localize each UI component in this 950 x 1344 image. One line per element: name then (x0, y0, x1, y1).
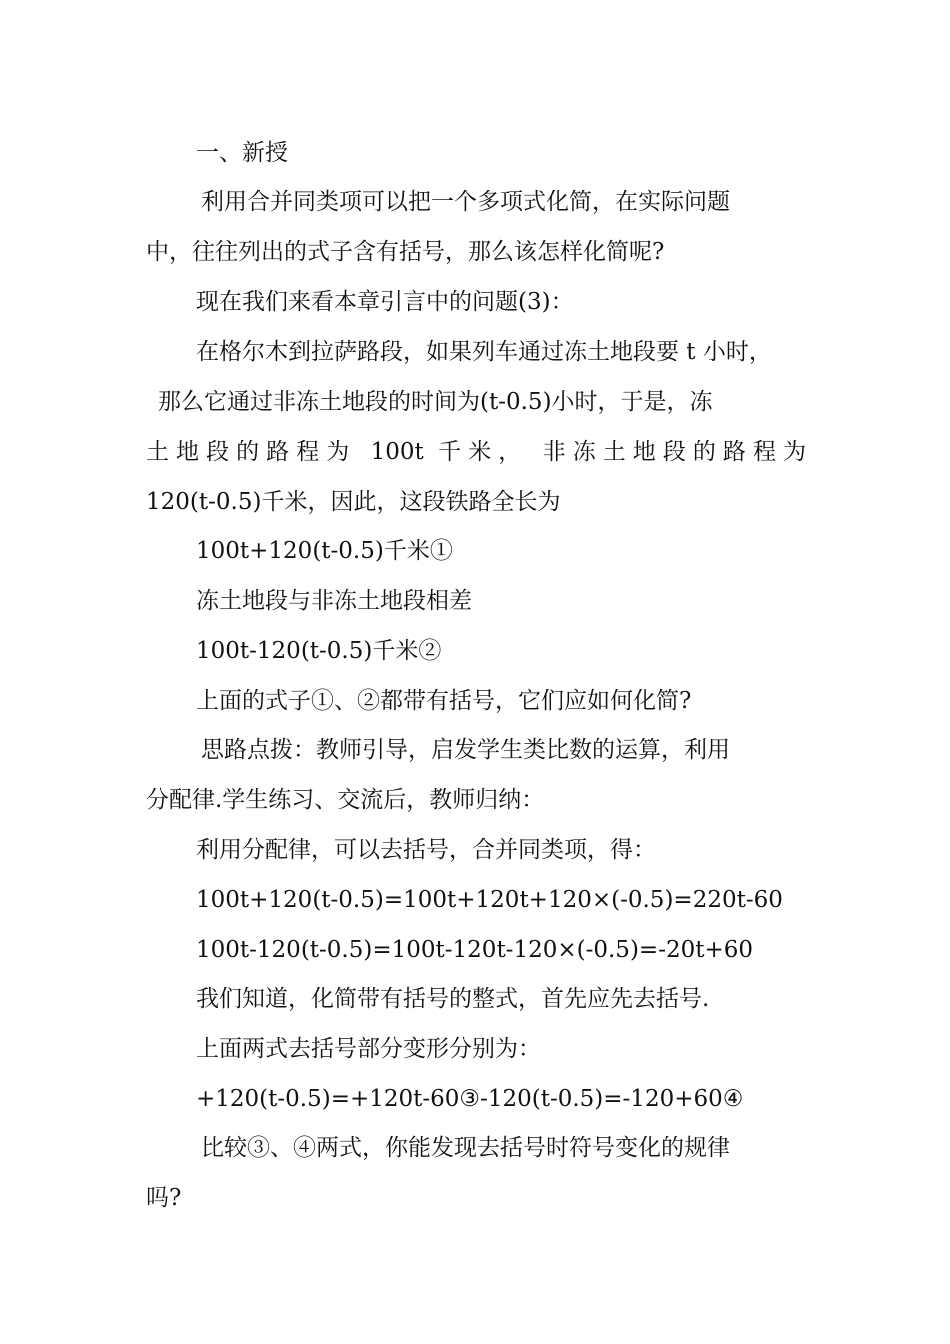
paragraph-line: 上面两式去括号部分变形分别为： (196, 1036, 541, 1062)
paragraph-line: 现在我们来看本章引言中的问题(3)： (196, 289, 574, 315)
formula-line: 100t-120(t-0.5)千米② (196, 638, 442, 664)
paragraph-line: 土地段的路程为 100t 千米， 非冻土地段的路程为 (146, 439, 806, 465)
paragraph-line: 在格尔木到拉萨路段，如果列车通过冻土地段要 t 小时， (196, 339, 772, 365)
paragraph-line: 比较③、④两式，你能发现去括号时符号变化的规律 (201, 1135, 730, 1161)
paragraph-line: 吗? (146, 1185, 182, 1211)
formula-line: 100t-120(t-0.5)=100t-120t-120×(-0.5)=-20t+60 (196, 937, 754, 963)
formula-line: +120(t-0.5)=+120t-60③-120(t-0.5)=-120+60④ (196, 1086, 744, 1112)
paragraph-line: 120(t-0.5)千米，因此，这段铁路全长为 (146, 489, 561, 515)
paragraph-line: 冻土地段与非冻土地段相差 (196, 588, 472, 614)
paragraph-line: 思路点拨：教师引导，启发学生类比数的运算，利用 (201, 737, 730, 763)
paragraph-line: 那么它通过非冻土地段的时间为(t-0.5)小时，于是，冻 (158, 389, 713, 415)
paragraph-line: 上面的式子①、②都带有括号，它们应如何化简? (196, 688, 692, 714)
formula-line: 100t+120(t-0.5)=100t+120t+120×(-0.5)=220t-60 (196, 887, 783, 913)
paragraph-line: 分配律.学生练习、交流后，教师归纳： (146, 787, 545, 813)
section-heading: 一、新授 (196, 140, 288, 166)
paragraph-line: 我们知道，化简带有括号的整式，首先应先去括号. (196, 986, 710, 1012)
formula-line: 100t+120(t-0.5)千米① (196, 538, 453, 564)
paragraph-line: 利用合并同类项可以把一个多项式化简，在实际问题 (201, 189, 730, 215)
paragraph-line: 中，往往列出的式子含有括号，那么该怎样化简呢? (146, 239, 665, 265)
paragraph-line: 利用分配律，可以去括号，合并同类项，得： (196, 837, 656, 863)
